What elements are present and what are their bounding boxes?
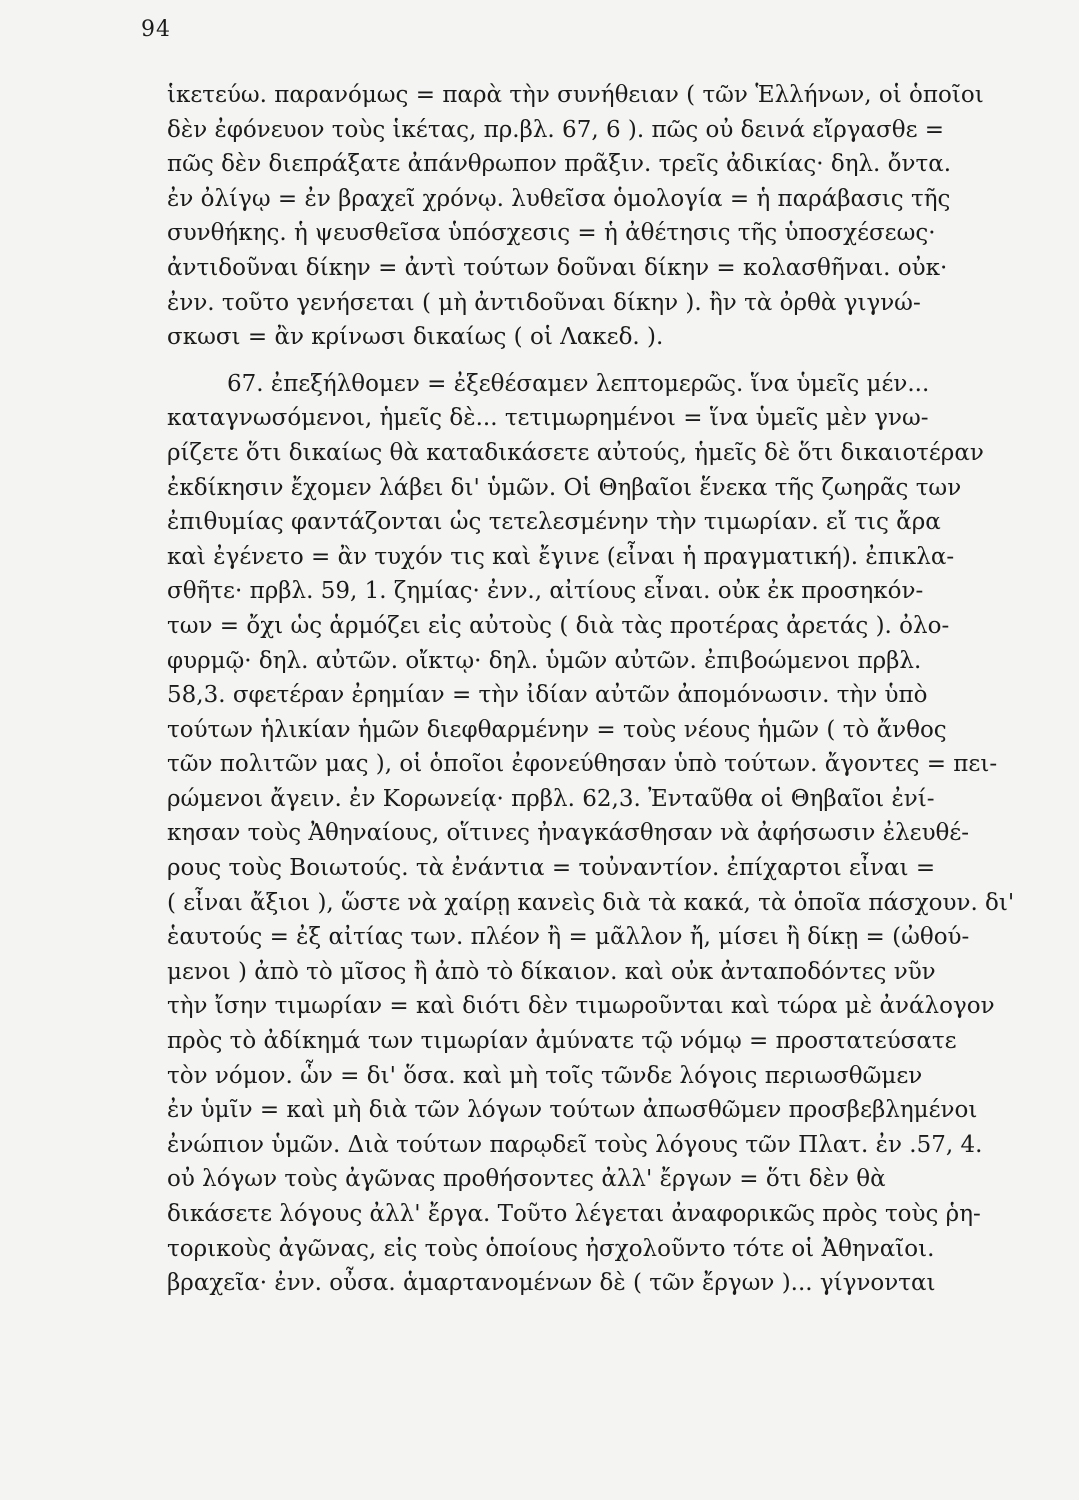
text-line: ἑαυτούς = ἐξ αἰτίας των. πλέον ἢ = μᾶλλον ἤ, μίσει ἢ δίκῃ = (ὠθού- (167, 924, 970, 951)
text-line: τὴν ἴσην τιμωρίαν = καὶ διότι δὲν τιμωροῦνται καὶ τώρα μὲ ἀνάλογον (167, 993, 995, 1020)
text-line: ρίζετε ὅτι δικαίως θὰ καταδικάσετε αὐτούς, ἡμεῖς δὲ ὅτι δικαιοτέραν (167, 439, 984, 466)
text-line: ἐνώπιον ὑμῶν. Διὰ τούτων παρῳδεῖ τοὺς λόγους τῶν Πλατ. ἐν .57, 4. (167, 1131, 983, 1158)
text-line: βραχεῖα· ἐνν. οὖσα. ἁμαρτανομένων δὲ ( τῶν ἔργων )... γίγνονται (167, 1270, 936, 1297)
text-line: ἐπιθυμίας φαντάζονται ὡς τετελεσμένην τὴν τιμωρίαν. εἴ τις ἄρα (167, 509, 941, 536)
text-line: ρώμενοι ἄγειν. ἐν Κορωνείᾳ· πρβλ. 62,3. Ἐνταῦθα οἱ Θηβαῖοι ἐνί- (167, 785, 935, 812)
text-line: ἐκδίκησιν ἔχομεν λάβει δι' ὑμῶν. Οἱ Θηβαῖοι ἕνεκα τῆς ζωηρᾶς των (167, 474, 962, 501)
text-line: σκωσι = ἂν κρίνωσι δικαίως ( οἱ Λακεδ. ). (167, 324, 664, 351)
text-line: τορικοὺς ἀγῶνας, εἰς τοὺς ὁποίους ἠσχολοῦντο τότε οἱ Ἀθηναῖοι. (167, 1235, 935, 1262)
text-line: δικάσετε λόγους ἀλλ' ἔργα. Τοῦτο λέγεται ἀναφορικῶς πρὸς τοὺς ῥη- (167, 1201, 981, 1227)
page-number: 94 (141, 17, 171, 42)
text-line: σθῆτε· πρβλ. 59, 1. ζημίας· ἐνν., αἰτίους εἶναι. οὐκ ἐκ προσηκόν- (167, 578, 924, 605)
text-line: πρὸς τὸ ἀδίκημά των τιμωρίαν ἀμύνατε τῷ νόμῳ = προστατεύσατε (167, 1028, 957, 1055)
text-line: οὐ λόγων τοὺς ἀγῶνας προθήσοντες ἀλλ' ἔργων = ὅτι δὲν θὰ (167, 1166, 886, 1193)
text-line: των = ὄχι ὡς ἁρμόζει εἰς αὐτοὺς ( διὰ τὰς προτέρας ἀρετάς ). ὀλο- (167, 612, 950, 639)
text-line: καταγνωσόμενοι, ἡμεῖς δὲ... τετιμωρημένοι = ἵνα ὑμεῖς μὲν γνω- (167, 405, 929, 432)
text-line: τούτων ἡλικίαν ἡμῶν διεφθαρμένην = τοὺς νέους ἡμῶν ( τὸ ἄνθος (167, 716, 947, 743)
text-line: πῶς δὲν διεπράξατε ἀπάνθρωπον πρᾶξιν. τρεῖς ἀδικίας· δηλ. ὄντα. (167, 151, 952, 178)
paragraph-start-line: 67. ἐπεξήλθομεν = ἐξεθέσαμεν λεπτομερῶς. ἵνα ὑμεῖς μέν... (227, 370, 930, 397)
text-line: ἐνν. τοῦτο γενήσεται ( μὴ ἀντιδοῦναι δίκην ). ἢν τὰ ὀρθὰ γιγνώ- (167, 289, 921, 316)
text-line: ἐν ὀλίγῳ = ἐν βραχεῖ χρόνῳ. λυθεῖσα ὁμολογία = ἡ παράβασις τῆς (167, 185, 951, 212)
commentary-text (167, 78, 1047, 1301)
text-line: δὲν ἐφόνευον τοὺς ἱκέτας, πρ.βλ. 67, 6 ). πῶς οὐ δεινά εἴργασθε = (167, 116, 945, 143)
text-line: 58,3. σφετέραν ἐρημίαν = τὴν ἰδίαν αὐτῶν ἀπομόνωσιν. τὴν ὑπὸ (167, 682, 928, 709)
text-line: ρους τοὺς Βοιωτούς. τὰ ἐνάντια = τοὐναντίον. ἐπίχαρτοι εἶναι = (167, 855, 936, 882)
text-line: ( εἶναι ἄξιοι ), ὥστε νὰ χαίρῃ κανεὶς διὰ τὰ κακά, τὰ ὁποῖα πάσχουν. δι' (167, 889, 1015, 916)
text-line: ἀντιδοῦναι δίκην = ἀντὶ τούτων δοῦναι δίκην = κολασθῆναι. οὐκ· (167, 254, 948, 281)
text-line: κησαν τοὺς Ἀθηναίους, οἵτινες ἠναγκάσθησαν νὰ ἀφήσωσιν ἐλευθέ- (167, 820, 970, 847)
text-line: συνθήκης. ἡ ψευσθεῖσα ὑπόσχεσις = ἡ ἀθέτησις τῆς ὑποσχέσεως· (167, 220, 936, 247)
text-line: ἱκετεύω. παρανόμως = παρὰ τὴν συνήθειαν ( τῶν Ἑλλήνων, οἱ ὁποῖοι (167, 82, 984, 108)
text-line: καὶ ἐγένετο = ἂν τυχόν τις καὶ ἔγινε (εἶναι ἡ πραγματική). ἐπικλα- (167, 543, 955, 570)
text-line: φυρμῷ· δηλ. αὐτῶν. οἴκτῳ· δηλ. ὑμῶν αὐτῶν. ἐπιβοώμενοι πρβλ. (167, 647, 922, 674)
text-line: τὸν νόμον. ὧν = δι' ὅσα. καὶ μὴ τοῖς τῶνδε λόγοις περιωσθῶμεν (167, 1062, 923, 1089)
text-line: τῶν πολιτῶν μας ), οἱ ὁποῖοι ἐφονεύθησαν ὑπὸ τούτων. ἄγοντες = πει- (167, 751, 998, 778)
text-line: ἐν ὑμῖν = καὶ μὴ διὰ τῶν λόγων τούτων ἀπωσθῶμεν προσβεβλημένοι (167, 1097, 978, 1124)
text-line: μενοι ) ἀπὸ τὸ μῖσος ἢ ἀπὸ τὸ δίκαιον. καὶ οὐκ ἀνταποδόντες νῦν (167, 958, 936, 985)
